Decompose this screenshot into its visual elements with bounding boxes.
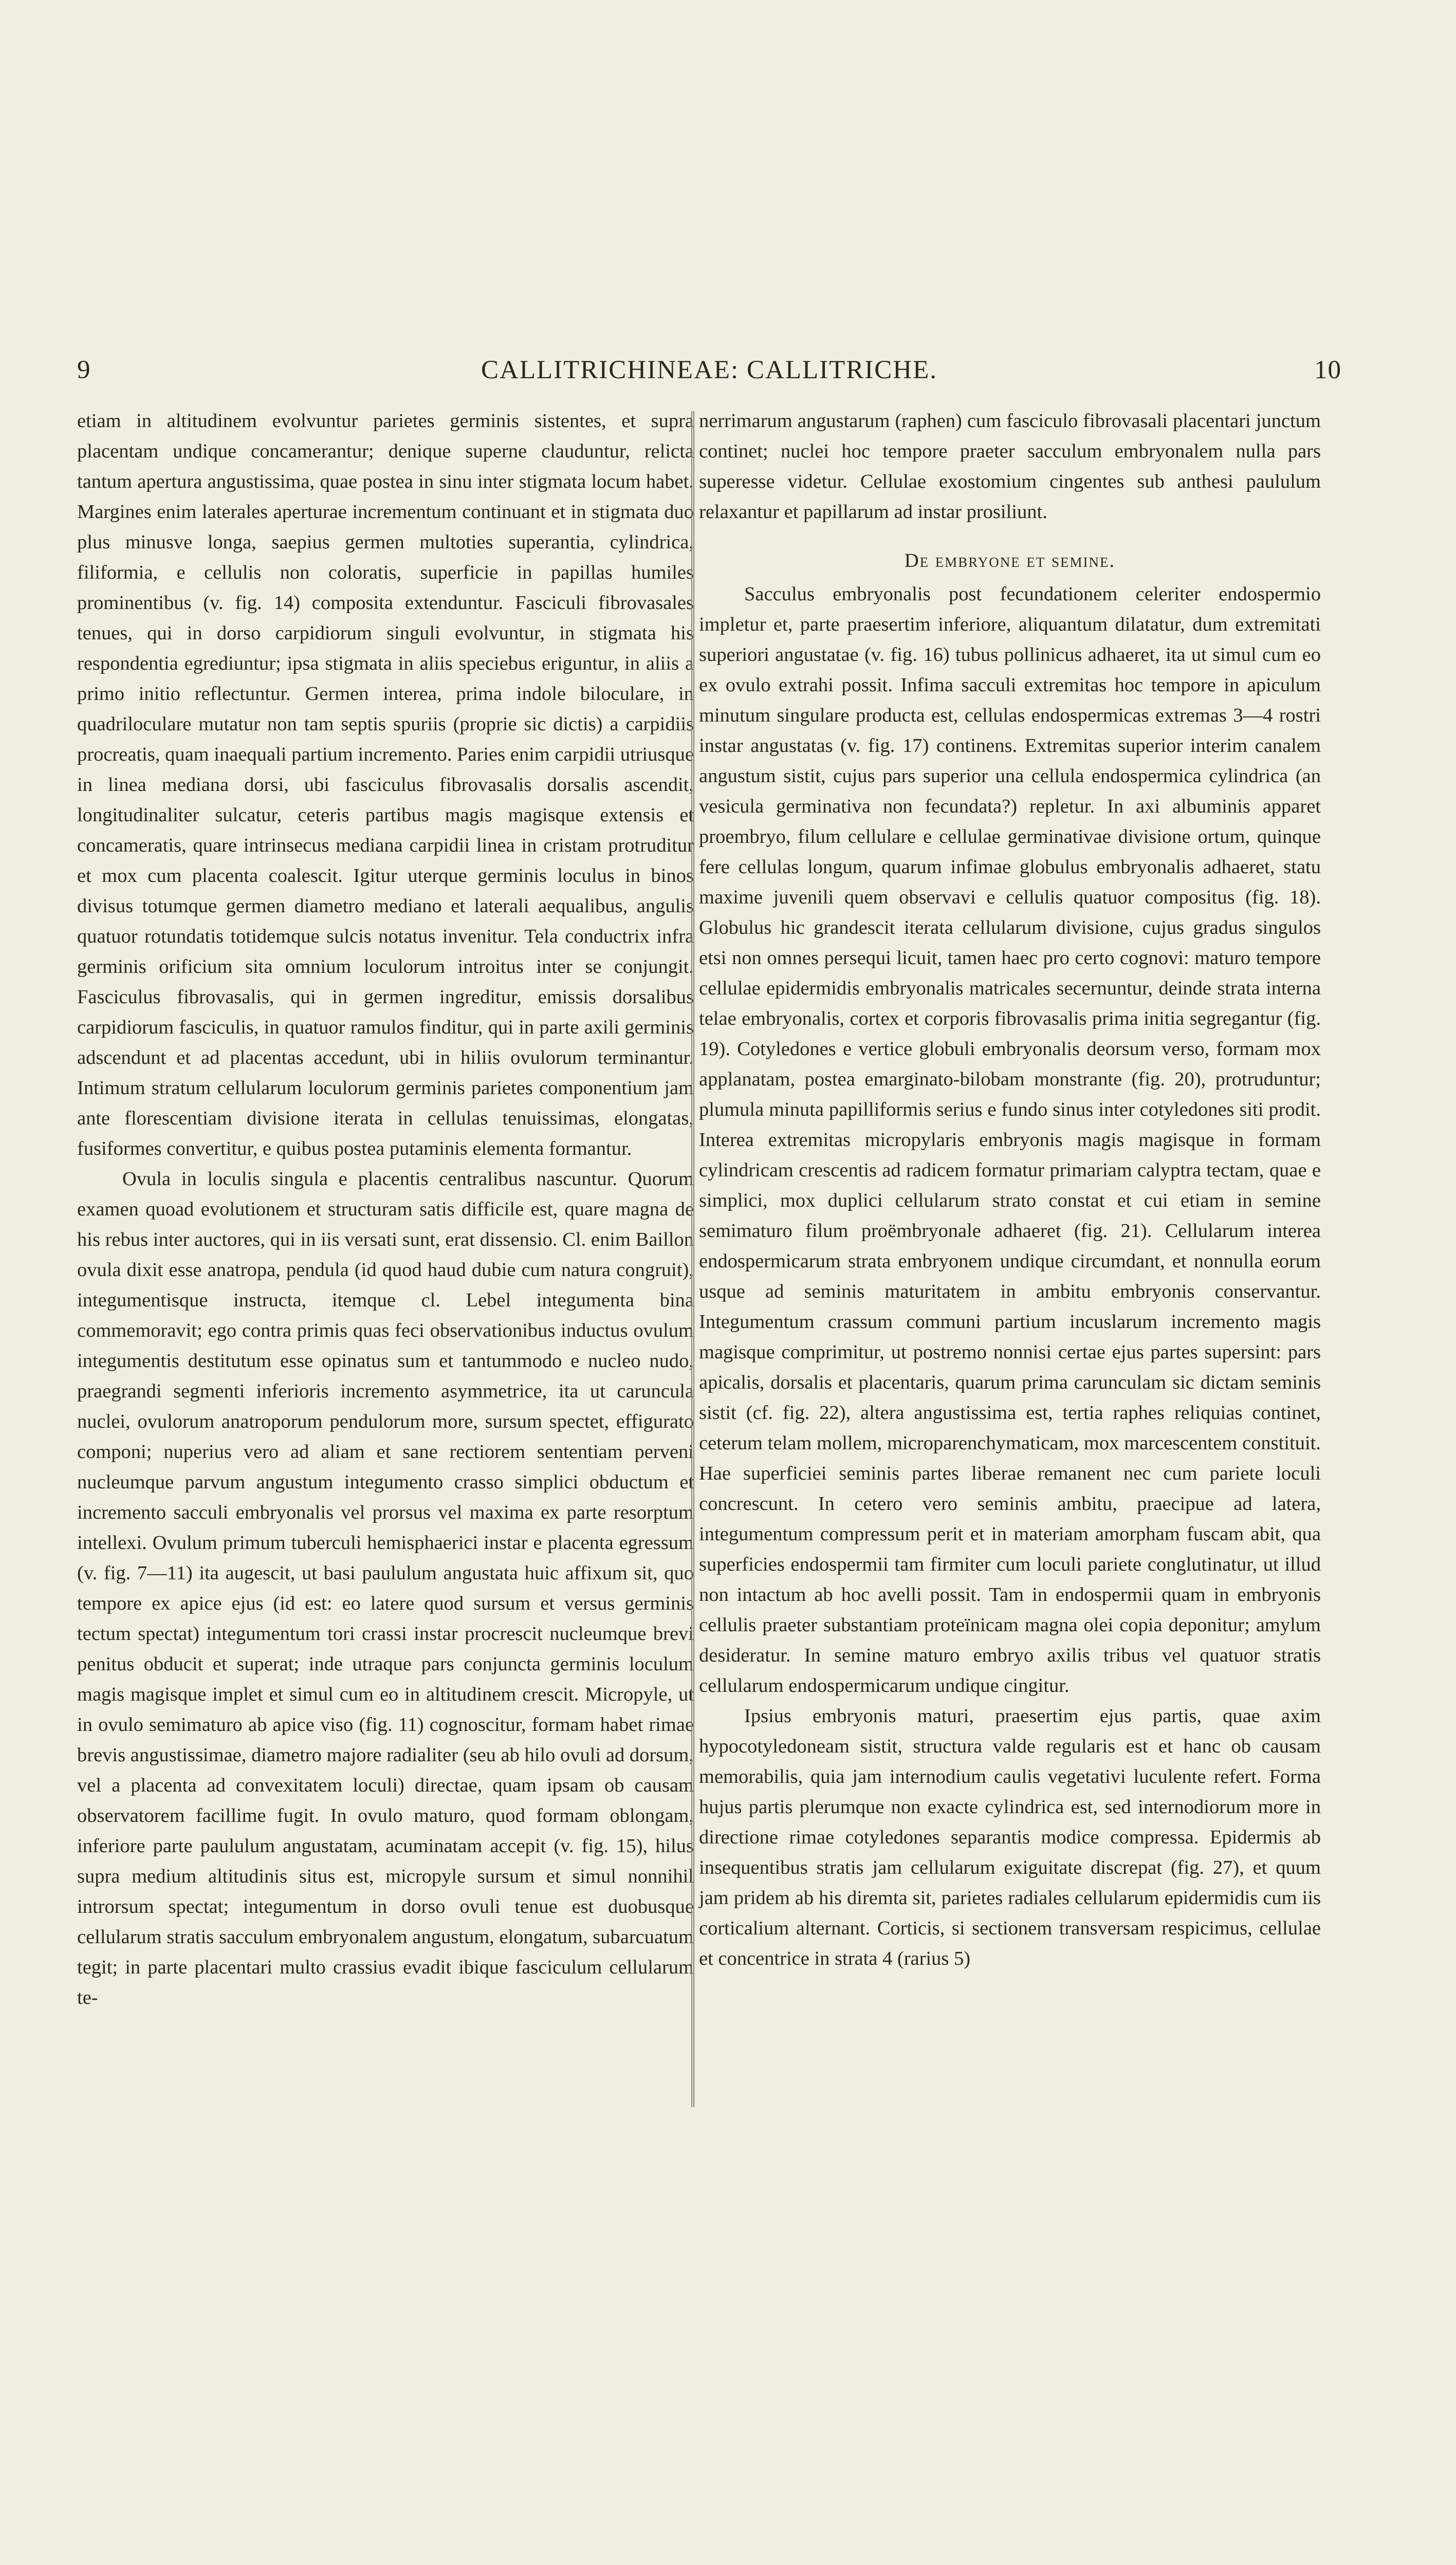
paragraph: Sacculus embryonalis post fecundationem celeriter endospermio impletur et, parte praesertim inferiore, aliquantum dilatatur, dum extremitati superiori angustatae (v. fig. 16) tubus pollinicus adhaeret, ita ut simul cum eo ex ovulo extrahi possit. Infima sacculi extremitas hoc tempore in apiculum minutum singulare producta est, cellulas endospermicas extremas 3—4 rostri instar angustatas (v. fig. 17) continens. Extremitas superior interim canalem angustum sistit, cujus pars superior una cellula endospermica cylindrica (an vesicula germinativa non fecundata?) repletur. In axi albuminis apparet proembryo, filum cellulare e cellulae germinativae divisione ortum, quinque fere cellulas longum, quarum infimae globulus embryonalis adhaeret, statu maxime juvenili quem observavi e cellulis quatuor compositus (fig. 18). Globulus hic grandescit iterata cellularum divisione, cujus gradus singulos etsi non omnes persequi licuit, tamen haec pro certo cognovi: maturo tempore cellulae epidermidis embryonalis matricales secernuntur, deinde strata interna telae embryonalis, cortex et corporis fibrovasalis prima initia segregantur (fig. 19). Cotyledones e vertice globuli embryonalis deorsum verso, formam mox applanatam, postea emarginato-bilobam monstrante (fig. 20), protruduntur; plumula minuta papilliformis serius e fundo sinus inter cotyledones siti prodit. Interea extremitas micropylaris embryonis magis magisque in formam cylindricam crescentis ad radicem formatur primariam calyptra tectam, quae e simplici, mox duplici cellularum strato constat et cui etiam in semine semimaturo filum proëmbryonale adhaeret (fig. 21). Cellularum interea endospermicarum strata embryonem undique circumdant, et nonnulla eorum usque ad seminis maturitatem in ambitu embryonis conservantur. Integumentum crassum communi partium incuslarum incremento magis magisque comprimitur, ut postremo nonnisi certae ejus partes supersint: pars apicalis, dorsalis et placentaris, quarum prima carunculam sic dictam seminis sistit (cf. fig. 22), altera angustissima est, tertia raphes reliquias continet, ceterum telam mollem, microparenchymaticam, mox marcescentem constituit. Hae superficiei seminis partes liberae remanent nec cum pariete loculi concrescunt. In cetero vero seminis ambitu, praecipue ad latera, integumentum compressum perit et in materiam amorpham fuscam abit, qua superficies endospermii tam firmiter cum loculi pariete conglutinatur, ut illud non intactum ab hoc avelli possit. Tam in endospermii quam in embryonis cellulis praeter substantiam proteïnicam magna olei copia deponitur; amylum desideratur. In semine maturo embryo axilis tribus vel quatuor stratis cellularum endospermicarum undique cingitur. <box>699 583 1321 1696</box>
paragraph: Ipsius embryonis maturi, praesertim ejus partis, quae axim hypocotyledoneam sistit, structura valde regularis est et hanc ob causam memorabilis, quia jam internodium caulis vegetativi luculente refert. Forma hujus partis plerumque non exacte cylindrica est, sed internodiorum more in directione rimae cotyledones separantis modice compressa. Epidermis ab insequentibus stratis jam cellularum exiguitate discrepat (fig. 27), et quum jam pridem ab his diremta sit, parietes radiales cellularum epidermidis cum iis corticalium alternant. Corticis, si sectionem transversam respicimus, cellulae et concentrice in strata 4 (rarius 5) <box>699 1705 1321 1969</box>
column-divider <box>691 411 694 2107</box>
running-title: CALLITRICHINEAE: CALLITRICHE. <box>481 356 938 384</box>
page-number-right: 10 <box>1314 356 1341 384</box>
page-number-left: 9 <box>77 356 91 384</box>
left-column <box>77 406 694 2013</box>
running-header <box>77 355 1341 385</box>
section-heading: De embryone et semine. <box>904 550 1116 571</box>
paragraph: Ovula in loculis singula e placentis centralibus nascuntur. Quorum examen quoad evolutionem et structuram satis difficile est, quare magna de his rebus inter auctores, qui in iis versati sunt, erat dissensio. Cl. enim Baillon ovula dixit esse anatropa, pendula (id quod haud dubie cum natura congruit), integumentisque instructa, itemque cl. Lebel integumenta bina commemoravit; ego contra primis quas feci observationibus inductus ovulum integumentis destitutum esse opinatus sum et tantummodo e nucleo nudo, praegrandi segmenti inferioris incremento asymmetrice, ita ut caruncula nuclei, ovulorum anatroporum pendulorum more, sursum spectet, effigurato componi; nuperius vero ad aliam et sane rectiorem sententiam perveni nucleumque parvum angustum integumento crasso simplici obductum et incremento sacculi embryonalis vel prorsus vel maxima ex parte resorptum intellexi. Ovulum primum tuberculi hemisphaerici instar e placenta egressum (v. fig. 7—11) ita augescit, ut basi paululum angustata huic affixum sit, quo tempore ex apice ejus (id est: eo latere quod sursum et versus germinis tectum spectat) integumentum tori crassi instar procrescit nucleumque brevi penitus obducit et superat; inde utraque pars conjuncta germinis loculum magis magisque implet et simul cum eo in altitudinem crescit. Micropyle, ut in ovulo semimaturo ab apice viso (fig. 11) cognoscitur, formam habet rimae brevis angustissimae, diametro majore radialiter (seu ab hilo ovuli ad dorsum, vel a placenta ad convexitatem loculi) directae, quam ipsam ob causam observatorem facillime fugit. In ovulo maturo, quod formam oblongam, inferiore parte paululum angustatam, acuminatam accepit (v. fig. 15), hilus supra medium altitudinis situs est, micropyle sursum et simul nonnihil introrsum spectat; integumentum in dorso ovuli tenue est duobusque cellularum stratis sacculum embryonalem angustum, elongatum, subarcuatum tegit; in parte placentari multo crassius evadit ibique fasciculum cellularum te- <box>77 1168 694 2008</box>
paragraph: nerrimarum angustarum (raphen) cum fasciculo fibrovasali placentari junctum continet; nuclei hoc tempore praeter sacculum embryonalem nulla pars superesse videtur. Cellulae exostomium cingentes sub anthesi paululum relaxantur et papillarum ad instar prosiliunt. <box>699 410 1321 523</box>
right-column <box>699 406 1321 1974</box>
paragraph: etiam in altitudinem evolvuntur parietes germinis sistentes, et supra placentam undique concamerantur; denique superne clauduntur, relicta tantum apertura angustissima, quae postea in sinu inter stigmata locum habet. Margines enim laterales aperturae incrementum continuant et in stigmata duo plus minusve longa, saepius germen multoties superantia, cylindrica, filiformia, e cellulis non coloratis, superficie in papillas humiles prominentibus (v. fig. 14) composita extenduntur. Fasciculi fibrovasales tenues, qui in dorso carpidiorum singuli evolvuntur, in stigmata his respondentia egrediuntur; ipsa stigmata in aliis speciebus eriguntur, in aliis a primo initio reflectuntur. Germen interea, prima indole biloculare, in quadriloculare mutatur non tam septis spuriis (proprie sic dictis) a carpidiis procreatis, quam inaequali partium incremento. Paries enim carpidii utriusque in linea mediana dorsi, ubi fasciculus fibrovasalis dorsalis ascendit, longitudinaliter sulcatur, ceteris partibus magis magisque extensis et concameratis, quare intrinsecus mediana carpidii linea in cristam protruditur et mox cum placenta coalescit. Igitur uterque germinis loculus in binos divisus totumque germen diametro mediano et laterali aequalibus, angulis quatuor rotundatis totidemque sulcis notatus invenitur. Tela conductrix infra germinis orificium sita omnium loculorum introitus inter se conjungit. Fasciculus fibrovasalis, qui in germen ingreditur, emissis dorsalibus carpidiorum fasciculis, in quatuor ramulos finditur, qui in parte axili germinis adscendunt et ad placentas accedunt, ubi in hiliis ovulorum terminantur. Intimum stratum cellularum loculorum germinis parietes componentium jam ante florescentiam divisione iterata in cellulas tenuissimas, elongatas, fusiformes convertitur, e quibus postea putaminis elementa formantur. <box>77 410 694 1159</box>
